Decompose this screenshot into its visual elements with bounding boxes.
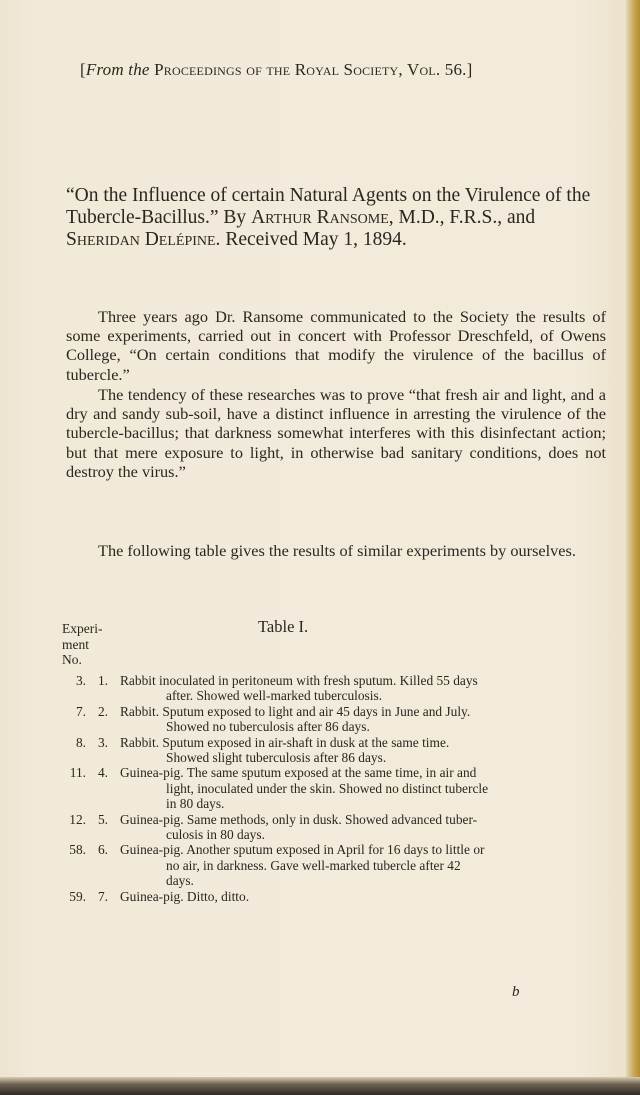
- row-description: [120, 673, 602, 704]
- row-number: 4.: [97, 765, 108, 781]
- author-1: Arthur Ransome,: [251, 207, 394, 228]
- experiment-number: 12.: [69, 811, 86, 827]
- row-line: Showed slight tuberculosis after 86 days.: [166, 750, 387, 766]
- experiment-number: 59.: [69, 888, 86, 904]
- paragraph-1: Three years ago Dr. Ransome communicated to the Society the results of some experiments, carried out in concert with Professor Dreschfeld, of Owens College, “On certain conditions that modify the virulence of the bacillus of tubercle.”: [66, 307, 606, 384]
- row-number: 5.: [97, 811, 108, 827]
- signature-mark: b: [512, 984, 520, 1000]
- row-line: Guinea-pig. Ditto, ditto.: [120, 888, 250, 904]
- experiment-number: 8.: [75, 734, 86, 750]
- row-line: no air, in darkness. Gave well-marked tubercle after 42: [166, 857, 461, 873]
- paragraph-3: The following table gives the results of similar experiments by ourselves.: [98, 541, 576, 560]
- row-description: [120, 704, 602, 735]
- row-line: culosis in 80 days.: [166, 827, 265, 843]
- page-edge-bottom: [0, 1077, 640, 1095]
- table-row: [62, 765, 602, 811]
- row-line: Guinea-pig. Same methods, only in dusk. Showed advanced tuber-: [120, 811, 478, 827]
- row-line: Showed no tuberculosis after 86 days.: [166, 719, 370, 735]
- experiment-number: 3.: [75, 673, 86, 688]
- paragraph-2: The tendency of these researches was to prove “that fresh air and light, and a dry and sandy sub-soil, have a distinct influence in arresting the virulence of the tubercle-bacillus; that darkness somewhat interferes with this disinfectant action; but that mere exposure to light, in otherwise bad sanitary conditions, does not destroy the virus.”: [66, 385, 606, 481]
- table-row: [62, 842, 602, 888]
- row-line: Guinea-pig. The same sputum exposed at the same time, in air and: [120, 765, 477, 781]
- experiment-number: 7.: [75, 703, 86, 719]
- experiment-number: 11.: [69, 765, 86, 781]
- row-line: Rabbit. Sputum exposed to light and air 45 days in June and July.: [120, 703, 471, 719]
- row-line: in 80 days.: [166, 796, 225, 812]
- author-1-degrees: M.D., F.R.S., and: [398, 207, 536, 228]
- row-line: light, inoculated under the skin. Showed no distinct tubercle: [166, 780, 489, 796]
- row-line: Rabbit inoculated in peritoneum with fresh sputum. Killed 55 days: [120, 673, 478, 688]
- header-proceedings: Proceedings of the Royal Society, Vol. 56.: [154, 60, 467, 79]
- table-row: [62, 673, 602, 704]
- row-line: Guinea-pig. Another sputum exposed in April for 16 days to little or: [120, 842, 485, 858]
- table-column-header: [62, 621, 122, 668]
- table-row: [62, 735, 602, 766]
- row-number: 7.: [97, 888, 108, 904]
- row-description: [120, 812, 602, 843]
- running-header: [From the Proceedings of the Royal Society, Vol. 56.]: [80, 60, 473, 79]
- table-row: [62, 812, 602, 843]
- row-description: [120, 735, 602, 766]
- col-head-line-3: No.: [62, 652, 82, 667]
- table-row: [62, 704, 602, 735]
- table-title: Table I.: [258, 617, 309, 636]
- row-number: 6.: [97, 842, 108, 858]
- table-row: [62, 889, 602, 904]
- header-from: From the: [85, 60, 150, 79]
- row-description: [120, 842, 602, 888]
- author-2: Sheridan Delépine.: [66, 229, 221, 250]
- paper-title-block: [66, 185, 606, 251]
- page-edge-right: [626, 0, 640, 1095]
- col-head-line-2: ment: [62, 636, 89, 652]
- table-rows: [62, 673, 602, 904]
- row-number: 3.: [97, 734, 108, 750]
- row-description: [120, 765, 602, 811]
- row-line: Rabbit. Sputum exposed in air-shaft in dusk at the same time.: [120, 734, 450, 750]
- received-date: Received May 1, 1894.: [225, 229, 407, 250]
- row-number: 1.: [97, 673, 108, 688]
- paper-title: “On the Influence of certain Natural Agents on the Virulence of the Tubercle-Bacillus.”: [66, 185, 591, 228]
- experiment-number: 58.: [69, 842, 86, 858]
- row-line: days.: [166, 873, 194, 889]
- col-head-line-1: Experi-: [62, 621, 103, 636]
- row-line: after. Showed well-marked tuberculosis.: [166, 688, 383, 704]
- row-description: [120, 889, 602, 904]
- byline-by: By: [223, 207, 247, 228]
- row-number: 2.: [97, 703, 108, 719]
